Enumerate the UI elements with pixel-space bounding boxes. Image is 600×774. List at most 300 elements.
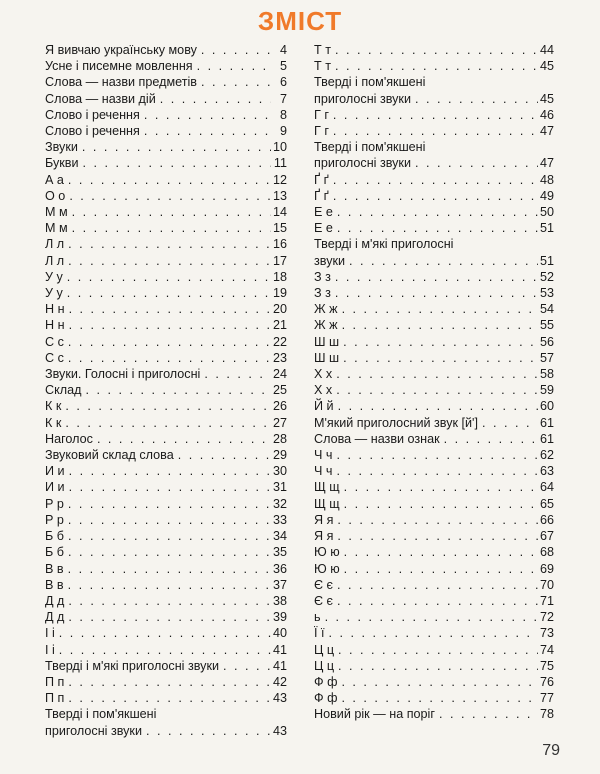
toc-entry-page: 61 xyxy=(539,431,554,446)
toc-entry[interactable] xyxy=(45,528,287,544)
toc-entry[interactable] xyxy=(314,496,554,512)
toc-entry[interactable] xyxy=(314,220,554,236)
toc-entry-page: 6 xyxy=(279,75,287,90)
toc-entry-page: 26 xyxy=(272,399,287,414)
toc-entry[interactable] xyxy=(314,479,554,495)
toc-leader-dots xyxy=(68,512,271,528)
toc-entry-page: 24 xyxy=(272,367,287,382)
toc-leader-dots xyxy=(144,123,271,139)
toc-entry-label: Ш ш xyxy=(314,350,340,365)
toc-entry-page: 39 xyxy=(272,610,287,625)
toc-entry-page: 51 xyxy=(539,253,554,268)
toc-leader-dots xyxy=(325,609,538,625)
toc-entry[interactable] xyxy=(45,58,287,74)
toc-entry[interactable] xyxy=(45,220,287,236)
toc-entry-page: 64 xyxy=(539,480,554,495)
toc-entry[interactable] xyxy=(45,658,287,674)
toc-leader-dots xyxy=(197,58,271,74)
toc-entry-label: Ч ч xyxy=(314,448,333,463)
toc-entry-label: М'який приголосний звук [й'] xyxy=(314,415,478,430)
toc-entry-label: Р р xyxy=(45,512,64,527)
toc-entry-label: Щ щ xyxy=(314,496,340,511)
toc-entry-page: 22 xyxy=(272,334,287,349)
toc-leader-dots xyxy=(335,58,538,74)
toc-entry-page: 38 xyxy=(272,593,287,608)
toc-entry[interactable] xyxy=(45,398,287,414)
toc-entry[interactable] xyxy=(314,285,554,301)
toc-entry-label: П п xyxy=(45,674,65,689)
toc-leader-dots xyxy=(349,253,538,269)
toc-entry-label: К к xyxy=(45,399,62,414)
toc-entry-label: Л л xyxy=(45,253,65,268)
toc-leader-dots xyxy=(68,577,271,593)
toc-entry[interactable] xyxy=(45,269,287,285)
toc-entry-page: 33 xyxy=(272,512,287,527)
toc-entry-page: 23 xyxy=(272,350,287,365)
toc-entry-page: 61 xyxy=(539,415,554,430)
toc-entry-label: приголосні звуки xyxy=(314,156,411,171)
toc-leader-dots xyxy=(333,107,538,123)
toc-entry-firstline: Тверді і пом'якшені xyxy=(314,75,426,90)
toc-entry[interactable] xyxy=(45,496,287,512)
toc-entry-label: Ї ї xyxy=(314,626,325,641)
toc-leader-dots xyxy=(335,42,538,58)
toc-entry-label: Звуки xyxy=(45,140,78,155)
toc-entry-page: 62 xyxy=(539,448,554,463)
toc-entry[interactable] xyxy=(45,674,287,690)
toc-entry[interactable] xyxy=(45,625,287,641)
toc-leader-dots xyxy=(333,188,538,204)
toc-entry-label: Б б xyxy=(45,529,64,544)
toc-entry-label: Звуки. Голосні і приголосні xyxy=(45,367,201,382)
toc-entry[interactable] xyxy=(45,447,287,463)
toc-entry-label: Я вивчаю українську мову xyxy=(45,43,197,57)
toc-entry[interactable] xyxy=(314,561,554,577)
toc-entry-label: Ґ ґ xyxy=(314,172,329,187)
toc-entry-page: 8 xyxy=(279,107,287,122)
toc-entry-page: 51 xyxy=(539,221,554,236)
toc-entry-label: Х х xyxy=(314,367,333,382)
toc-entry[interactable] xyxy=(314,706,554,722)
toc-entry[interactable] xyxy=(45,350,287,366)
toc-entry-page: 49 xyxy=(539,188,554,203)
toc-entry-label: Слова — назви ознак xyxy=(314,431,440,446)
toc-entry-page: 17 xyxy=(272,253,287,268)
toc-leader-dots xyxy=(335,269,538,285)
toc-entry[interactable] xyxy=(314,301,554,317)
toc-leader-dots xyxy=(65,415,271,431)
toc-entry-page: 14 xyxy=(272,205,287,220)
toc-leader-dots xyxy=(69,188,271,204)
toc-entry-label: У у xyxy=(45,269,63,284)
toc-entry-page: 77 xyxy=(539,691,554,706)
toc-entry[interactable] xyxy=(45,172,287,188)
toc-entry-page: 20 xyxy=(272,302,287,317)
toc-entry-label: Б б xyxy=(45,545,64,560)
toc-entry-label: И и xyxy=(45,464,65,479)
toc-entry-label: Ш ш xyxy=(314,334,340,349)
toc-entry-label: Слово і речення xyxy=(45,124,140,139)
toc-entry-page: 52 xyxy=(539,269,554,284)
toc-entry-label: К к xyxy=(45,415,62,430)
toc-entry-label: Ж ж xyxy=(314,302,338,317)
toc-entry-page: 27 xyxy=(272,415,287,430)
toc-entry[interactable] xyxy=(314,172,554,188)
toc-leader-dots xyxy=(83,155,271,171)
toc-entry[interactable] xyxy=(314,123,554,139)
toc-entry[interactable] xyxy=(314,107,554,123)
toc-entry-page: 48 xyxy=(539,172,554,187)
toc-left-column xyxy=(45,42,287,739)
toc-entry-page: 44 xyxy=(539,43,554,57)
toc-leader-dots xyxy=(68,609,271,625)
toc-entry[interactable] xyxy=(314,366,554,382)
toc-leader-dots xyxy=(343,350,538,366)
toc-entry-label: Ц ц xyxy=(314,642,335,657)
toc-leader-dots xyxy=(338,642,538,658)
toc-entry-label: Є є xyxy=(314,593,333,608)
toc-entry[interactable] xyxy=(314,528,554,544)
toc-leader-dots xyxy=(69,317,271,333)
toc-entry-label: З з xyxy=(314,269,331,284)
toc-entry-page: 34 xyxy=(272,529,287,544)
toc-leader-dots xyxy=(415,91,538,107)
toc-leader-dots xyxy=(69,463,271,479)
toc-entry-page: 36 xyxy=(272,561,287,576)
toc-leader-dots xyxy=(68,528,271,544)
toc-entry[interactable] xyxy=(314,58,554,74)
toc-entry-label: Ф ф xyxy=(314,691,338,706)
toc-leader-dots xyxy=(335,285,538,301)
toc-entry-page: 10 xyxy=(272,140,287,155)
toc-entry[interactable] xyxy=(314,463,554,479)
toc-entry[interactable] xyxy=(45,366,287,382)
toc-entry-page: 67 xyxy=(539,529,554,544)
toc-entry-page: 43 xyxy=(272,723,287,738)
toc-entry-page: 29 xyxy=(272,448,287,463)
toc-entry-page: 56 xyxy=(539,334,554,349)
toc-entry-page: 55 xyxy=(539,318,554,333)
toc-leader-dots xyxy=(144,107,271,123)
toc-entry[interactable] xyxy=(45,577,287,593)
toc-leader-dots xyxy=(329,625,538,641)
toc-entry[interactable] xyxy=(45,431,287,447)
toc-entry-label: Щ щ xyxy=(314,480,340,495)
toc-entry-label: Л л xyxy=(45,237,65,252)
toc-entry[interactable] xyxy=(45,74,287,90)
toc-entry-firstline: Тверді і пом'якшені xyxy=(45,707,157,722)
toc-entry-page: 57 xyxy=(539,350,554,365)
toc-entry[interactable] xyxy=(45,690,287,706)
toc-entry[interactable] xyxy=(45,317,287,333)
toc-leader-dots xyxy=(68,350,271,366)
toc-entry[interactable] xyxy=(314,512,554,528)
toc-leader-dots xyxy=(201,42,271,58)
toc-leader-dots xyxy=(65,398,271,414)
toc-leader-dots xyxy=(201,74,271,90)
toc-entry[interactable] xyxy=(45,642,287,658)
toc-entry-label: Я я xyxy=(314,512,334,527)
toc-entry[interactable] xyxy=(45,107,287,123)
toc-entry-page: 12 xyxy=(272,172,287,187)
toc-leader-dots xyxy=(85,382,271,398)
toc-entry-page: 21 xyxy=(272,318,287,333)
toc-leader-dots xyxy=(415,155,538,171)
toc-entry-page: 69 xyxy=(539,561,554,576)
toc-leader-dots xyxy=(59,642,271,658)
toc-entry-label: З з xyxy=(314,286,331,301)
toc-leader-dots xyxy=(333,123,538,139)
toc-entry-label: У у xyxy=(45,286,63,301)
toc-leader-dots xyxy=(344,561,538,577)
page-title: ЗМІСТ xyxy=(257,6,343,36)
toc-entry-page: 18 xyxy=(272,269,287,284)
toc-entry-page: 65 xyxy=(539,496,554,511)
toc-leader-dots xyxy=(68,674,271,690)
toc-entry-page: 40 xyxy=(272,626,287,641)
toc-entry-page: 75 xyxy=(539,658,554,673)
toc-leader-dots xyxy=(482,415,538,431)
toc-entry[interactable] xyxy=(314,382,554,398)
toc-entry-label: Д д xyxy=(45,593,65,608)
toc-entry[interactable] xyxy=(314,447,554,463)
toc-leader-dots xyxy=(336,463,538,479)
toc-leader-dots xyxy=(342,317,538,333)
toc-entry-page: 16 xyxy=(272,237,287,252)
toc-leader-dots xyxy=(444,431,538,447)
toc-leader-dots xyxy=(337,220,538,236)
toc-leader-dots xyxy=(337,204,538,220)
toc-entry[interactable] xyxy=(45,285,287,301)
toc-leader-dots xyxy=(68,544,271,560)
toc-entry-page: 4 xyxy=(279,43,287,57)
toc-leader-dots xyxy=(338,398,538,414)
toc-entry[interactable] xyxy=(314,91,554,107)
toc-entry-page: 50 xyxy=(539,205,554,220)
toc-entry[interactable] xyxy=(314,593,554,609)
toc-entry-label: Ф ф xyxy=(314,674,338,689)
toc-leader-dots xyxy=(68,593,271,609)
toc-leader-dots xyxy=(68,236,271,252)
toc-entry-page: 11 xyxy=(273,156,287,171)
toc-entry-page: 46 xyxy=(539,107,554,122)
toc-entry[interactable] xyxy=(45,723,287,739)
toc-leader-dots xyxy=(343,334,538,350)
toc-entry[interactable] xyxy=(314,188,554,204)
toc-entry-label: приголосні звуки xyxy=(45,723,142,738)
toc-entry-page: 59 xyxy=(539,383,554,398)
toc-entry-page: 58 xyxy=(539,367,554,382)
toc-entry-page: 72 xyxy=(539,610,554,625)
toc-leader-dots xyxy=(333,172,538,188)
toc-entry-page: 45 xyxy=(539,59,554,74)
toc-entry-label: М м xyxy=(45,221,68,236)
toc-entry[interactable] xyxy=(45,609,287,625)
toc-leader-dots xyxy=(337,512,538,528)
toc-entry[interactable] xyxy=(45,155,287,171)
toc-leader-dots xyxy=(344,479,538,495)
toc-entry-page: 47 xyxy=(539,124,554,139)
toc-leader-dots xyxy=(337,577,538,593)
toc-leader-dots xyxy=(178,447,271,463)
toc-entry-page: 13 xyxy=(272,188,287,203)
toc-entry-label: Е е xyxy=(314,221,333,236)
toc-entry-label: Й й xyxy=(314,399,334,414)
toc-entry-label: А а xyxy=(45,172,64,187)
toc-leader-dots xyxy=(160,91,271,107)
toc-entry-page: 35 xyxy=(272,545,287,560)
toc-entry-label: Звуковий склад слова xyxy=(45,448,174,463)
toc-entry-label: Ч ч xyxy=(314,464,333,479)
toc-entry[interactable] xyxy=(45,91,287,107)
toc-entry-label: Тверді і м'які приголосні звуки xyxy=(45,658,220,673)
toc-entry-page: 28 xyxy=(272,431,287,446)
toc-leader-dots xyxy=(338,658,538,674)
toc-entry-label: Х х xyxy=(314,383,333,398)
toc-leader-dots xyxy=(68,334,271,350)
toc-entry-page: 54 xyxy=(539,302,554,317)
toc-entry[interactable] xyxy=(45,123,287,139)
toc-entry-page: 31 xyxy=(272,480,287,495)
toc-leader-dots xyxy=(68,253,271,269)
toc-entry[interactable] xyxy=(314,42,554,58)
toc-entry-label: Н н xyxy=(45,318,65,333)
toc-entry-label: В в xyxy=(45,561,64,576)
toc-entry-label: Слова — назви дій xyxy=(45,91,156,106)
toc-entry-label: Т т xyxy=(314,43,331,57)
toc-entry-label: О о xyxy=(45,188,66,203)
toc-leader-dots xyxy=(344,544,538,560)
toc-leader-dots xyxy=(344,496,538,512)
toc-entry[interactable] xyxy=(45,139,287,155)
toc-leader-dots xyxy=(72,220,271,236)
toc-leader-dots xyxy=(68,172,271,188)
toc-entry[interactable] xyxy=(314,415,554,431)
toc-entry[interactable] xyxy=(314,431,554,447)
toc-entry[interactable] xyxy=(314,609,554,625)
toc-entry[interactable] xyxy=(45,188,287,204)
toc-entry-label: Т т xyxy=(314,59,331,74)
toc-entry-page: 47 xyxy=(539,156,554,171)
toc-entry-label: Ж ж xyxy=(314,318,338,333)
toc-leader-dots xyxy=(341,690,538,706)
toc-entry-page: 60 xyxy=(539,399,554,414)
toc-leader-dots xyxy=(337,593,538,609)
toc-entry-label: Склад xyxy=(45,383,82,398)
toc-entry-page: 70 xyxy=(539,577,554,592)
toc-entry-page: 53 xyxy=(539,286,554,301)
toc-entry-label: Д д xyxy=(45,610,65,625)
toc-entry[interactable] xyxy=(45,204,287,220)
toc-entry[interactable] xyxy=(314,658,554,674)
toc-entry-page: 7 xyxy=(279,91,287,106)
toc-entry[interactable] xyxy=(45,301,287,317)
toc-entry[interactable] xyxy=(45,253,287,269)
toc-entry[interactable] xyxy=(314,674,554,690)
toc-entry-page: 45 xyxy=(539,91,554,106)
toc-entry-label: ь xyxy=(314,610,321,625)
toc-entry[interactable] xyxy=(314,625,554,641)
toc-entry-page: 76 xyxy=(539,674,554,689)
toc-entry[interactable] xyxy=(314,398,554,414)
toc-leader-dots xyxy=(336,382,538,398)
toc-entry-label: Ю ю xyxy=(314,561,340,576)
toc-entry-label: П п xyxy=(45,691,65,706)
toc-entry-page: 43 xyxy=(272,691,287,706)
toc-entry-page: 41 xyxy=(272,642,287,657)
toc-entry[interactable] xyxy=(45,334,287,350)
toc-entry[interactable] xyxy=(314,690,554,706)
toc-entry[interactable] xyxy=(314,155,554,171)
toc-entry[interactable] xyxy=(314,269,554,285)
toc-entry-label: Є є xyxy=(314,577,333,592)
toc-entry[interactable] xyxy=(45,479,287,495)
toc-entry[interactable] xyxy=(314,642,554,658)
toc-leader-dots xyxy=(337,528,538,544)
toc-entry[interactable] xyxy=(314,544,554,560)
toc-entry-label: И и xyxy=(45,480,65,495)
toc-entry[interactable] xyxy=(45,236,287,252)
toc-entry[interactable] xyxy=(314,204,554,220)
toc-entry-label: Ґ ґ xyxy=(314,188,329,203)
toc-entry-label: Наголос xyxy=(45,431,93,446)
toc-entry-label: Р р xyxy=(45,496,64,511)
toc-entry-page: 68 xyxy=(539,545,554,560)
toc-entry-page: 19 xyxy=(272,286,287,301)
toc-right-column xyxy=(314,42,554,723)
toc-entry-page: 30 xyxy=(272,464,287,479)
toc-entry-label: Усне і писемне мовлення xyxy=(45,59,193,74)
toc-entry-label: Г г xyxy=(314,107,329,122)
toc-leader-dots xyxy=(223,658,271,674)
toc-entry[interactable] xyxy=(45,561,287,577)
toc-entry[interactable] xyxy=(45,544,287,560)
toc-entry-page: 74 xyxy=(539,642,554,657)
toc-entry-firstline: Тверді і м'які приголосні xyxy=(314,237,454,252)
toc-entry-page: 15 xyxy=(272,221,287,236)
toc-entry-label: В в xyxy=(45,577,64,592)
toc-entry[interactable] xyxy=(314,334,554,350)
toc-leader-dots xyxy=(439,706,538,722)
toc-leader-dots xyxy=(342,301,538,317)
toc-entry[interactable] xyxy=(45,463,287,479)
toc-entry[interactable] xyxy=(45,512,287,528)
toc-entry-label: Н н xyxy=(45,302,65,317)
toc-leader-dots xyxy=(204,366,271,382)
toc-entry-page: 78 xyxy=(539,707,554,722)
toc-leader-dots xyxy=(68,561,271,577)
toc-leader-dots xyxy=(59,625,271,641)
toc-entry-page: 66 xyxy=(539,512,554,527)
toc-entry-page: 42 xyxy=(272,674,287,689)
toc-leader-dots xyxy=(146,723,271,739)
toc-entry[interactable] xyxy=(314,577,554,593)
toc-entry[interactable] xyxy=(314,253,554,269)
toc-leader-dots xyxy=(68,496,271,512)
toc-entry[interactable] xyxy=(45,415,287,431)
toc-entry[interactable] xyxy=(314,317,554,333)
toc-entry-page: 9 xyxy=(279,124,287,139)
toc-entry[interactable] xyxy=(45,593,287,609)
toc-entry[interactable] xyxy=(314,350,554,366)
toc-leader-dots xyxy=(68,690,271,706)
toc-entry[interactable] xyxy=(45,382,287,398)
toc-entry-label: М м xyxy=(45,205,68,220)
toc-entry-label: Слово і речення xyxy=(45,107,140,122)
toc-leader-dots xyxy=(67,285,271,301)
toc-entry-label: Я я xyxy=(314,529,334,544)
toc-entry[interactable] xyxy=(45,42,287,58)
